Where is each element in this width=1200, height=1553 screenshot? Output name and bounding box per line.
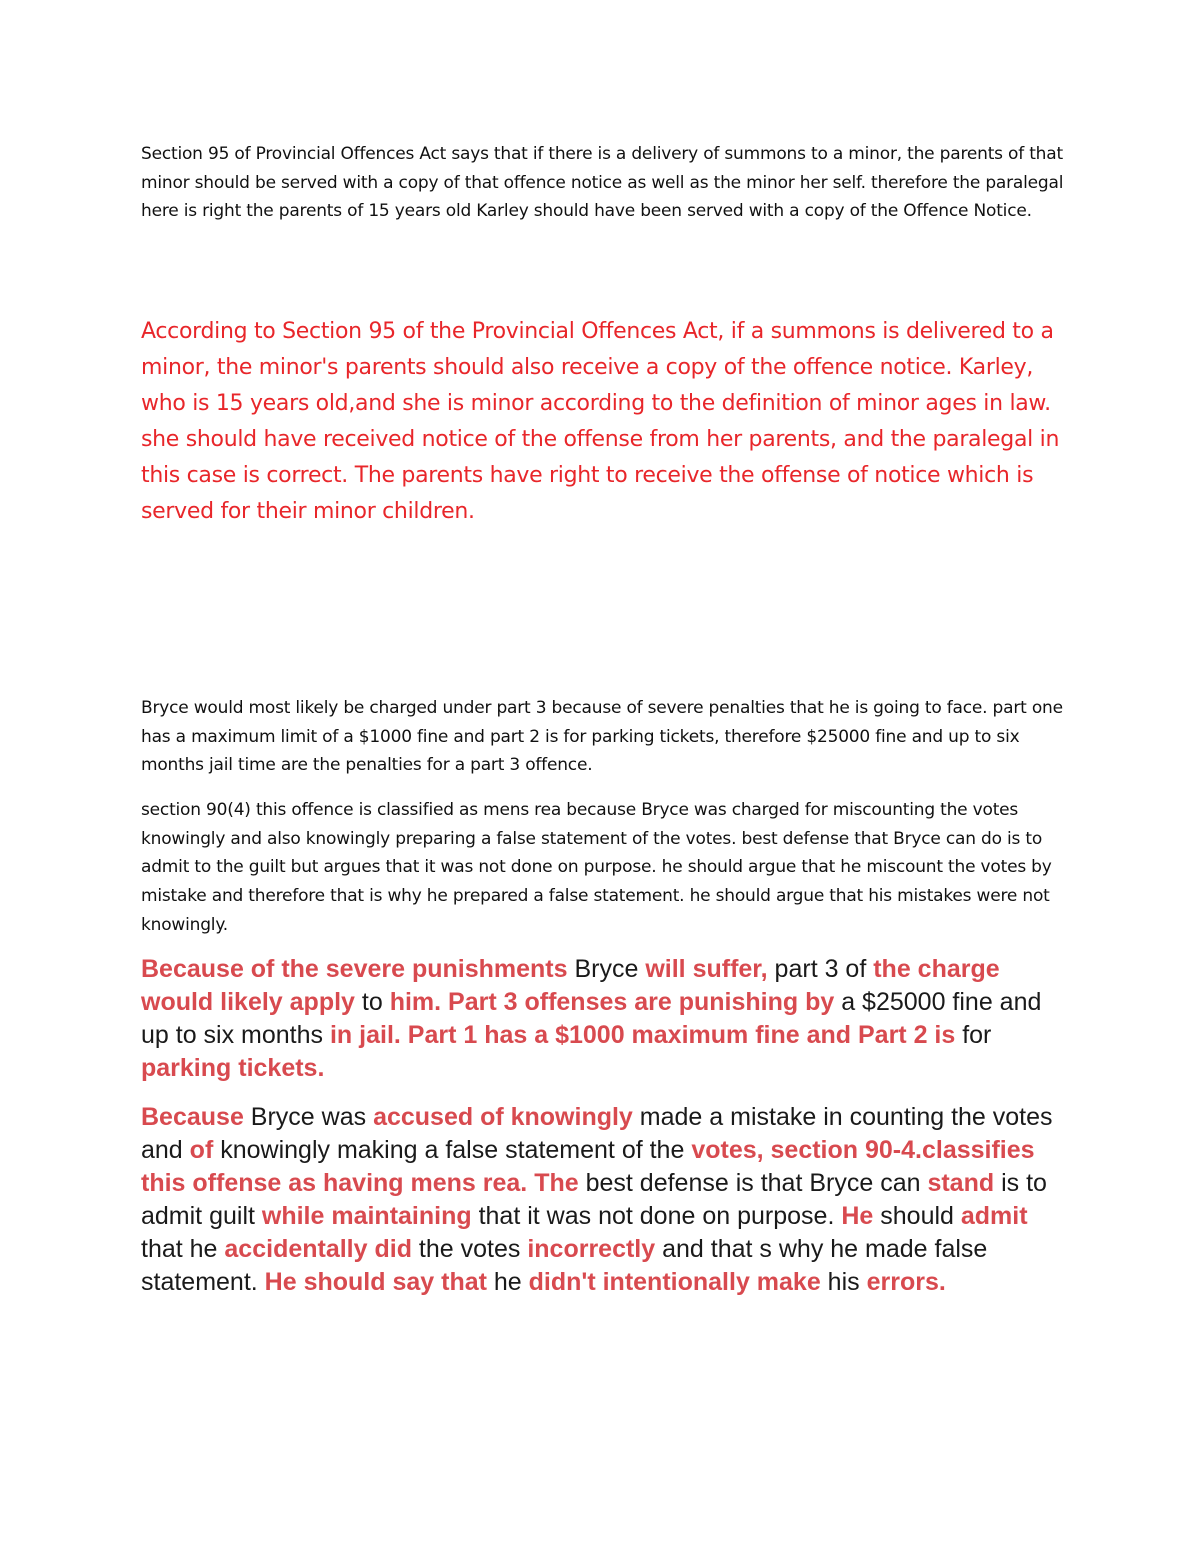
highlighted-text-segment: incorrectly bbox=[527, 1235, 656, 1263]
highlighted-text-segment: He should say that bbox=[264, 1268, 487, 1296]
highlighted-text-segment: errors. bbox=[866, 1268, 946, 1296]
highlighted-text-segment: will suffer, bbox=[645, 955, 768, 983]
highlighted-text-segment: the charge would likely apply bbox=[141, 955, 1000, 1016]
plain-text-segment: part 3 of bbox=[767, 955, 874, 983]
plain-text-segment: and that s why he made false statement. bbox=[141, 1235, 988, 1296]
plain-text-segment: his bbox=[820, 1268, 867, 1296]
highlighted-text-segment: parking tickets. bbox=[141, 1054, 325, 1082]
paragraph-section-90-mens-rea: section 90(4) this offence is classified as mens rea because Bryce was charged for miscounting the votes knowingly and also knowingly preparing a false statement of the votes. best defense that Bryce can do is to admit to the guilt but argues that it was not done on purpose. he should argue that he miscount the votes by mistake and therefore that is why he prepared a false statement. he should argue that his mistakes were not knowingly. bbox=[141, 800, 1052, 935]
plain-text-segment: the votes bbox=[411, 1235, 528, 1263]
paragraph-section-95-answer: According to Section 95 of the Provincial Offences Act, if a summons is delivered to a minor, the minor's parents should also receive a copy of the offence notice. Karley, who is 15 years old,and she is minor according to the definition of minor ages in law. she should have received notice of the offense from her parents, and the paralegal in this case is correct. The parents have right to receive the offense of notice which is served for their minor children. bbox=[141, 319, 1060, 524]
highlighted-text-segment: accidentally did bbox=[224, 1235, 412, 1263]
highlighted-text-segment: didn't intentionally make bbox=[528, 1268, 821, 1296]
plain-text-segment: Bryce was bbox=[243, 1103, 374, 1131]
highlighted-text-segment: of bbox=[189, 1136, 214, 1164]
highlighted-text-segment: votes, section 90-4.classifies this offense as having mens rea. The bbox=[141, 1136, 1035, 1197]
paragraph-bryce-part-3: Bryce would most likely be charged under part 3 because of severe penalties that he is going to face. part one has a maximum limit of a $1000 fine and part 2 is for parking tickets, therefore $25000 fine and up to six months jail time are the penalties for a part 3 offence. bbox=[141, 698, 1063, 776]
highlighted-text-segment: in jail. Part 1 has a $1000 maximum fine and Part 2 is bbox=[329, 1021, 956, 1049]
plain-text-segment: for bbox=[955, 1021, 992, 1049]
highlighted-text-segment: while maintaining bbox=[261, 1202, 472, 1230]
plain-text-segment: to bbox=[354, 988, 390, 1016]
plain-text-segment: best defense is that Bryce can bbox=[578, 1169, 928, 1197]
plain-text-segment: knowingly making a false statement of the bbox=[213, 1136, 692, 1164]
highlighted-text-segment: He bbox=[841, 1202, 874, 1230]
plain-text-segment: is to admit guilt bbox=[141, 1169, 1047, 1230]
plain-text-segment: that he bbox=[141, 1235, 225, 1263]
highlighted-text-segment: Because bbox=[141, 1103, 244, 1131]
highlighted-text-segment: him. Part 3 offenses are punishing by bbox=[389, 988, 835, 1016]
plain-text-segment: he bbox=[486, 1268, 529, 1296]
plain-text-segment: should bbox=[873, 1202, 961, 1230]
highlighted-text-segment: Because of the severe punishments bbox=[141, 955, 575, 983]
plain-text-segment: a $25000 fine and up to six months bbox=[141, 988, 1042, 1049]
highlighted-text-segment: accused of knowingly bbox=[373, 1103, 633, 1131]
highlighted-text-segment: admit bbox=[960, 1202, 1028, 1230]
paragraph-section-95-question: Section 95 of Provincial Offences Act says that if there is a delivery of summons to a minor, the parents of that minor should be served with a copy of that offence notice as well as the minor her self. therefore the paralegal here is right the parents of 15 years old Karley should have been served with a copy of the Offence Notice. bbox=[141, 144, 1064, 222]
plain-text-segment: made a mistake in counting the votes and bbox=[141, 1103, 1053, 1164]
paragraph-bryce-punishment-rewrite bbox=[141, 953, 1071, 1085]
paragraph-bryce-defense-rewrite bbox=[141, 1101, 1071, 1299]
plain-text-segment: that it was not done on purpose. bbox=[471, 1202, 842, 1230]
highlighted-text-segment: stand bbox=[927, 1169, 995, 1197]
plain-text-segment: Bryce bbox=[574, 955, 646, 983]
